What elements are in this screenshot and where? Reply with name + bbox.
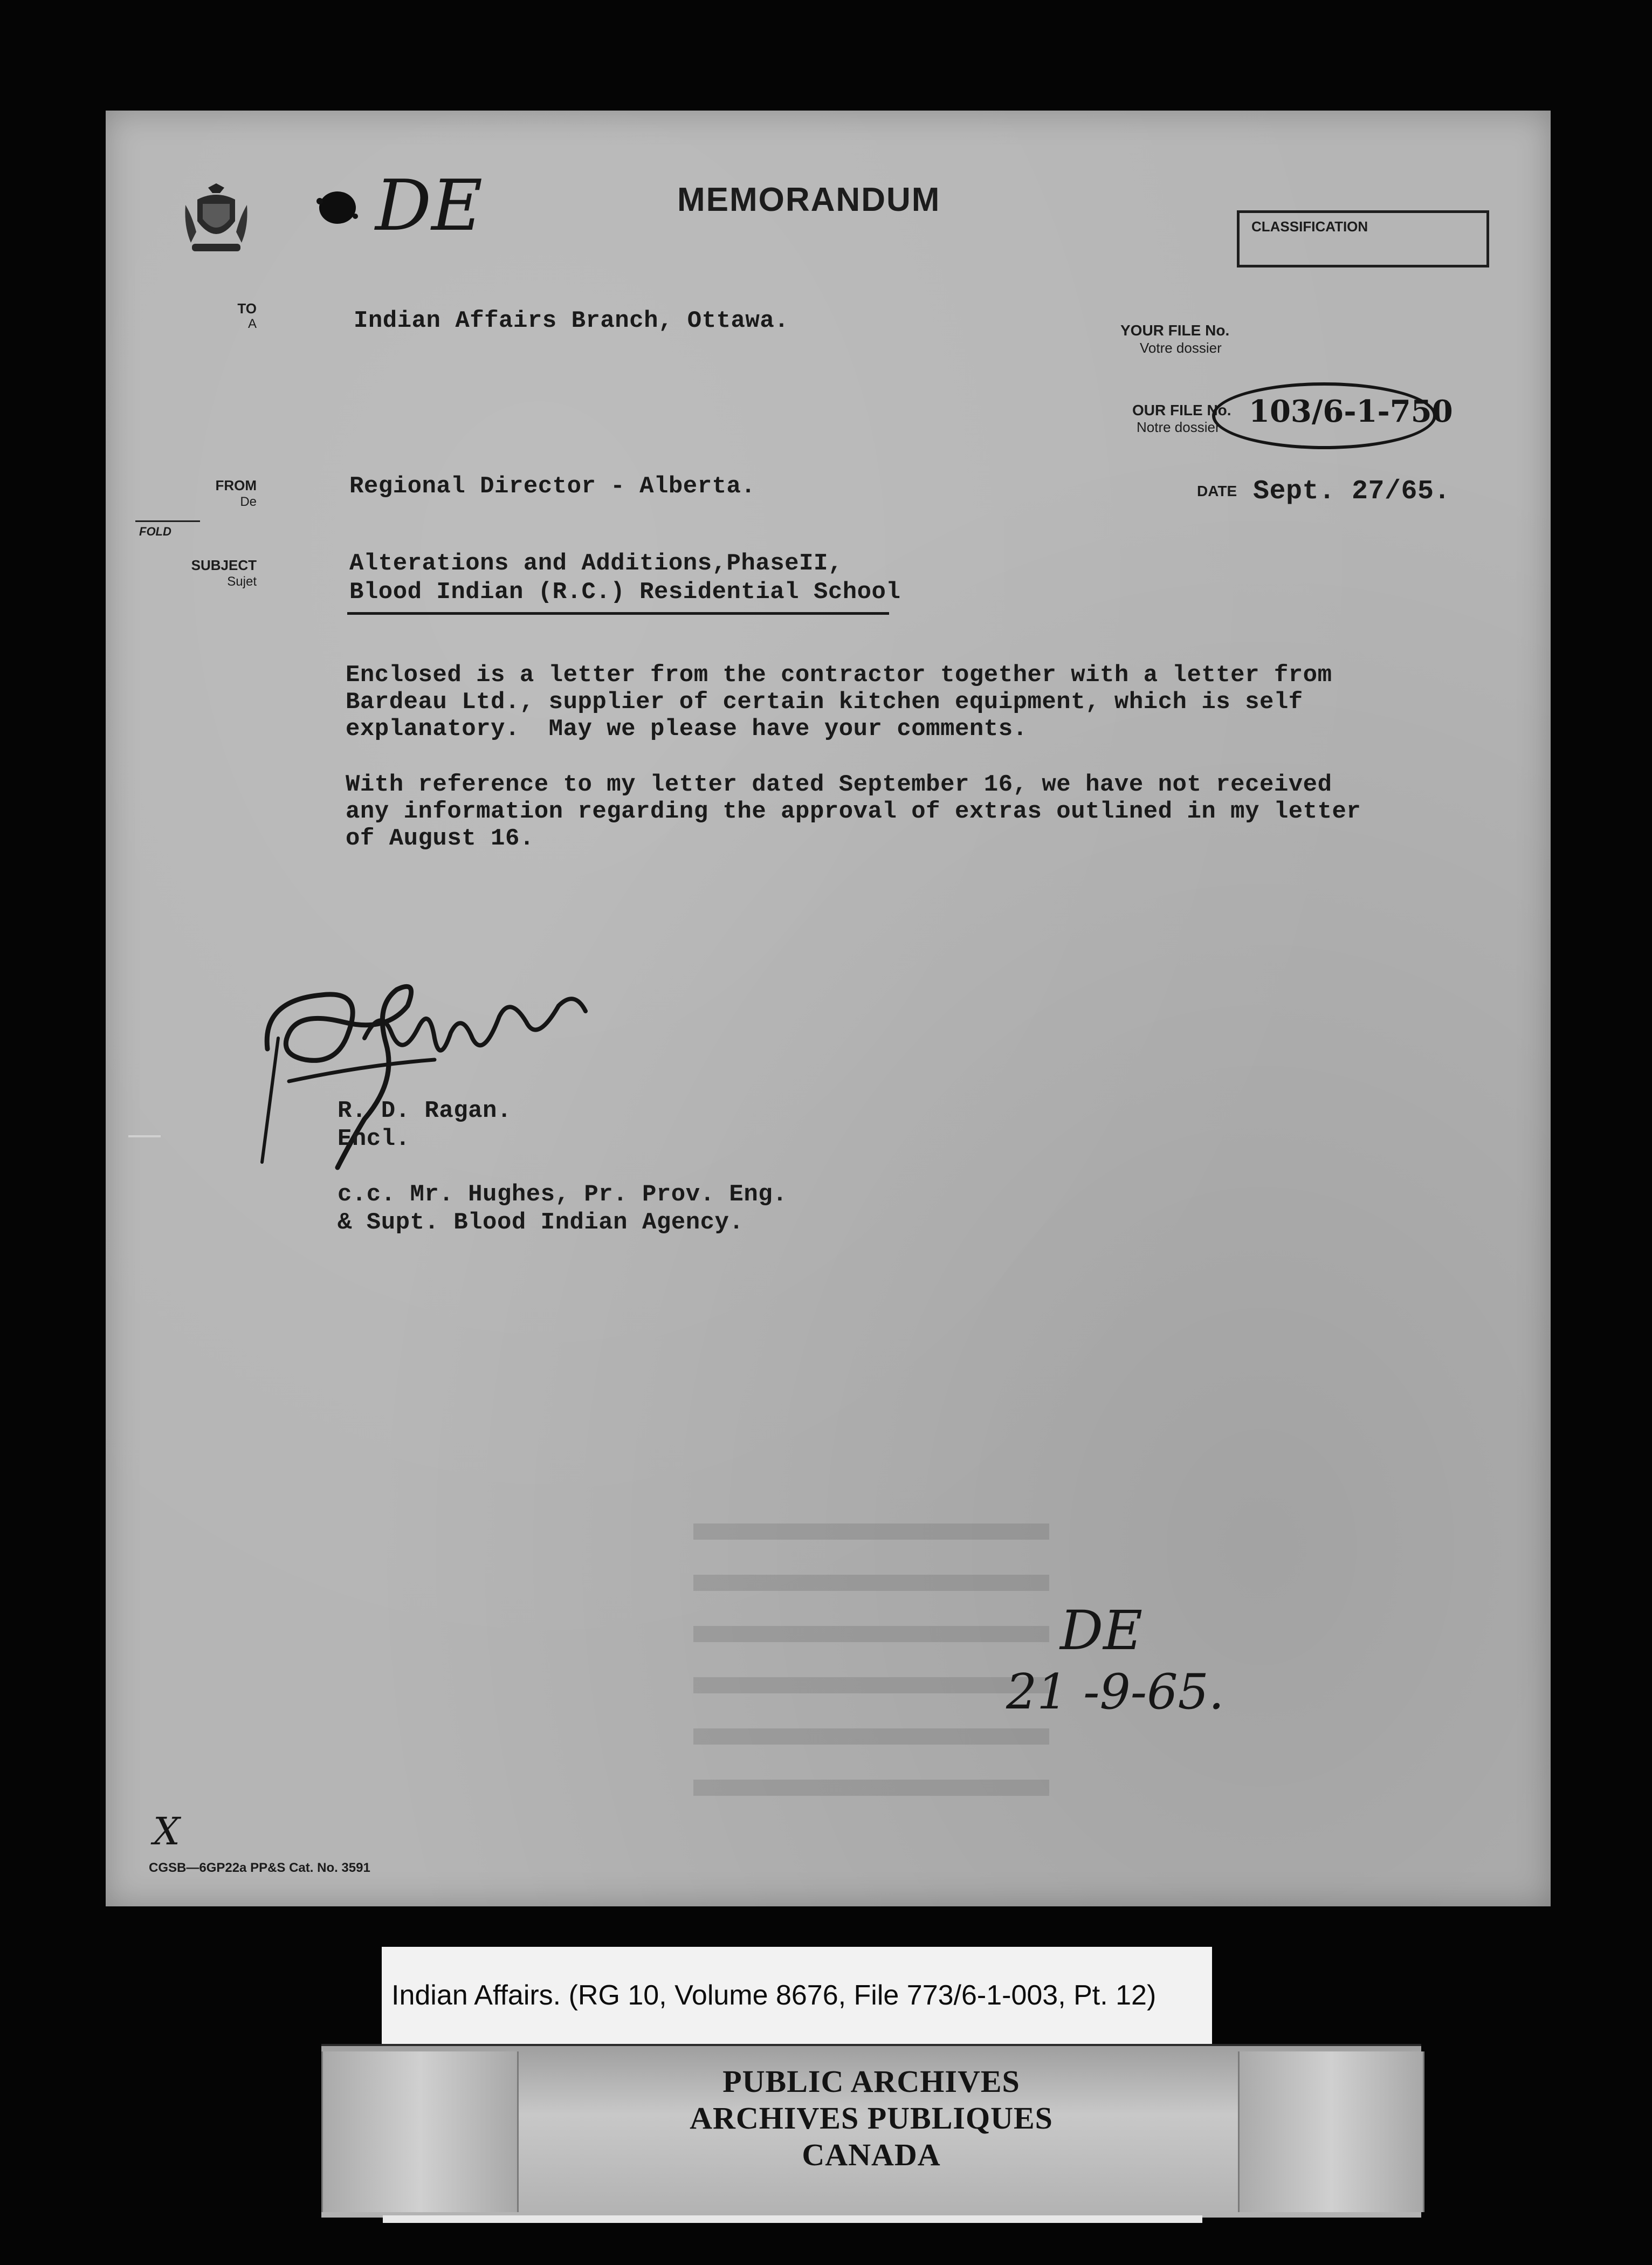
from-label: FROM [215, 477, 257, 493]
our-file-label-fr: Notre dossier [1137, 419, 1220, 435]
faint-stamp-bleedthrough [693, 1523, 1049, 1825]
subject-line-1: Alterations and Additions,PhaseII, [349, 550, 843, 577]
para1-line3: explanatory. May we please have your comments. [346, 716, 1028, 743]
to-label: TO [237, 300, 257, 317]
from-value: Regional Director - Alberta. [349, 473, 756, 500]
para2-line1: With reference to my letter dated September 16, we have not received [346, 771, 1332, 798]
from-label-fr: De [240, 495, 257, 509]
bottom-white-bar [383, 2215, 1202, 2223]
archive-reference: Indian Affairs. (RG 10, Volume 8676, File 773/6-1-003, Pt. 12) [391, 1980, 1157, 2011]
handwritten-initials-top: DE [375, 164, 483, 246]
enclosure-note: Encl. [338, 1125, 410, 1152]
fold-label: FOLD [139, 525, 171, 538]
archive-line-1: PUBLIC ARCHIVES [722, 2064, 1020, 2099]
date-value: Sept. 27/65. [1253, 476, 1451, 507]
classification-box [1237, 210, 1489, 267]
handwritten-x: X [153, 1809, 180, 1854]
handwritten-date-bottom: 21 -9-65. [1006, 1664, 1224, 1720]
para2-line3: of August 16. [346, 825, 534, 852]
para1-line1: Enclosed is a letter from the contractor together with a letter from [346, 662, 1332, 689]
para1-line2: Bardeau Ltd., supplier of certain kitchen equipment, which is self [346, 689, 1303, 716]
cc-line-2: & Supt. Blood Indian Agency. [338, 1209, 744, 1236]
our-file-label: OUR FILE No. [1132, 402, 1231, 418]
to-value: Indian Affairs Branch, Ottawa. [354, 307, 789, 334]
date-label: DATE [1197, 483, 1237, 499]
archive-line-2: ARCHIVES PUBLIQUES [690, 2101, 1053, 2136]
subject-label-fr: Sujet [227, 574, 257, 589]
subject-label: SUBJECT [191, 557, 257, 573]
ink-blot-icon [313, 186, 362, 229]
coat-of-arms-icon [181, 183, 251, 259]
archive-stamp-strip [321, 2044, 1421, 2218]
subject-line-2: Blood Indian (R.C.) Residential School [349, 579, 901, 606]
signer-name: R. D. Ragan. [338, 1097, 512, 1124]
your-file-label-fr: Votre dossier [1140, 340, 1222, 356]
handwritten-initials-bottom: DE [1060, 1599, 1143, 1662]
cc-line-1: c.c. Mr. Hughes, Pr. Prov. Eng. [338, 1181, 788, 1208]
classification-label: CLASSIFICATION [1251, 218, 1368, 235]
subject-underline [347, 612, 889, 615]
your-file-label: YOUR FILE No. [1120, 322, 1230, 339]
margin-mark [128, 1135, 161, 1137]
memo-heading: MEMORANDUM [677, 181, 941, 218]
form-number: CGSB—6GP22a PP&S Cat. No. 3591 [149, 1861, 370, 1875]
our-file-value: 103/6-1-750 [1249, 394, 1453, 429]
memo-sheet [106, 111, 1551, 1906]
archive-line-3: CANADA [802, 2137, 941, 2172]
to-label-fr: A [247, 317, 257, 331]
signature-icon [257, 957, 612, 1184]
fold-rule [135, 520, 200, 522]
para2-line2: any information regarding the approval of extras outlined in my letter [346, 798, 1361, 825]
archive-reference-tab [382, 1947, 1212, 2044]
